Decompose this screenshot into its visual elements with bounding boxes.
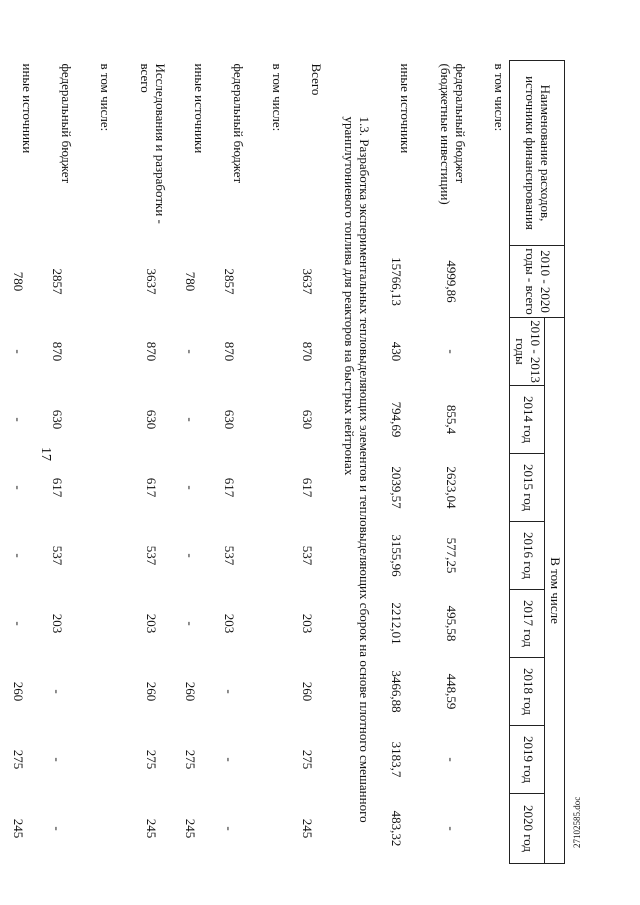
row-value (76, 590, 115, 658)
row-value: - (11, 417, 27, 422)
row-value: 617 (50, 477, 66, 498)
row-value: 2857 (222, 268, 238, 295)
table-header (510, 61, 565, 864)
row-label: в том числе: (98, 63, 114, 132)
table-row (209, 61, 248, 864)
row-value: 537 (300, 545, 316, 566)
row-value: 2212,01 (389, 602, 405, 645)
header-year: 2015 год (510, 454, 545, 522)
row-value (248, 386, 287, 454)
section-title: 1.3. Разработка экспериментальных тепловыделяющих элементов и тепловыделяющих сборок на основе плотного смешанного уранплутониевого топлива для реакторов на быстрых нейтронах (341, 116, 373, 823)
row-value: 577,25 (444, 537, 460, 574)
row-value (470, 794, 510, 864)
row-value: - (222, 689, 238, 694)
row-value (76, 318, 115, 386)
row-value: - (11, 553, 27, 558)
row-value (248, 726, 287, 794)
row-value (470, 246, 510, 318)
row-value: 203 (144, 613, 160, 634)
table-row (287, 61, 326, 864)
row-value (470, 522, 510, 590)
row-value (248, 658, 287, 726)
row-value: 203 (222, 613, 238, 634)
row-value: 870 (222, 341, 238, 362)
row-value: 630 (300, 409, 316, 430)
row-label: федеральный бюджет (59, 63, 75, 184)
page-number: 17 (38, 447, 53, 461)
row-value: - (50, 689, 66, 694)
row-value: 870 (50, 341, 66, 362)
row-value: 3466,88 (389, 670, 405, 713)
row-value: 245 (183, 818, 199, 839)
row-label: Исследования и разработки - всего (137, 63, 169, 224)
row-value: 275 (183, 749, 199, 770)
row-value: - (183, 553, 199, 558)
row-value: - (183, 485, 199, 490)
row-value: 855,4 (444, 404, 460, 435)
row-value: - (222, 757, 238, 762)
row-value: - (183, 417, 199, 422)
row-value: 15766,13 (389, 257, 405, 306)
table-body-top (376, 61, 510, 864)
row-value: - (11, 621, 27, 626)
row-value: 2039,57 (389, 466, 405, 509)
row-value: 495,58 (444, 605, 460, 642)
section-row-group (326, 61, 376, 864)
table-row (248, 61, 287, 864)
row-value: - (183, 621, 199, 626)
row-value: 617 (300, 477, 316, 498)
row-value: - (222, 826, 238, 831)
row-value: 3183,7 (389, 741, 405, 778)
row-value: 275 (11, 749, 27, 770)
row-value: 3155,96 (389, 534, 405, 577)
row-value (248, 794, 287, 864)
row-value: 260 (183, 681, 199, 702)
row-value: 245 (144, 818, 160, 839)
row-value (470, 590, 510, 658)
table-row (115, 61, 170, 864)
row-label: иные источники (192, 63, 208, 154)
row-value (470, 386, 510, 454)
header-year: 2017 год (510, 590, 545, 658)
row-label: Всего (309, 63, 325, 96)
row-value (470, 454, 510, 522)
table-body-bottom (0, 61, 326, 864)
table-row (37, 61, 76, 864)
row-value: 245 (11, 818, 27, 839)
row-value: - (444, 826, 460, 831)
row-value: 3637 (300, 268, 316, 295)
row-value (248, 454, 287, 522)
row-value: - (11, 349, 27, 354)
row-value: - (11, 485, 27, 490)
row-value: 2623,04 (444, 466, 460, 509)
row-value: 2857 (50, 268, 66, 295)
row-value (76, 454, 115, 522)
row-value: 448,59 (444, 673, 460, 710)
row-label: в том числе: (492, 63, 508, 132)
row-label: иные источники (398, 63, 414, 154)
table-row (170, 61, 209, 864)
row-value: 260 (144, 681, 160, 702)
header-year: 2019 год (510, 726, 545, 794)
budget-table (0, 60, 565, 864)
file-footer: 27102585.doc (572, 796, 582, 848)
row-value: 794,69 (389, 401, 405, 438)
row-value: 483,32 (389, 810, 405, 847)
header-group: В том числе (545, 318, 565, 864)
row-value: 630 (222, 409, 238, 430)
table-row (0, 61, 37, 864)
header-total-col: 2010 - 2020 годы - всего (510, 246, 565, 318)
row-value: 537 (144, 545, 160, 566)
row-value (76, 386, 115, 454)
row-value (248, 246, 287, 318)
row-value (248, 318, 287, 386)
header-year: 2016 год (510, 522, 545, 590)
row-value: 630 (50, 409, 66, 430)
row-value (470, 318, 510, 386)
row-value: 617 (222, 477, 238, 498)
row-value (76, 522, 115, 590)
row-value (76, 794, 115, 864)
table-row (376, 61, 415, 864)
header-year: 2014 год (510, 386, 545, 454)
row-value (248, 590, 287, 658)
row-value (76, 246, 115, 318)
row-value: 537 (222, 545, 238, 566)
row-value: 870 (300, 341, 316, 362)
row-value: 203 (300, 613, 316, 634)
row-value: 3637 (144, 268, 160, 295)
row-label: федеральный бюджет (231, 63, 247, 184)
header-year: 2018 год (510, 658, 545, 726)
row-value: 870 (144, 341, 160, 362)
row-value: 430 (389, 341, 405, 362)
row-value (470, 658, 510, 726)
row-value (470, 726, 510, 794)
row-label: в том числе: (270, 63, 286, 132)
row-value (76, 726, 115, 794)
row-value (248, 522, 287, 590)
row-label: иные источники (20, 63, 36, 154)
table-row (76, 61, 115, 864)
row-value: 630 (144, 409, 160, 430)
row-label: федеральный бюджет (бюджетные инвестиции) (437, 63, 469, 205)
row-value: - (50, 826, 66, 831)
row-value: 275 (144, 749, 160, 770)
row-value: 275 (300, 749, 316, 770)
row-value: 617 (144, 477, 160, 498)
row-value: 203 (50, 613, 66, 634)
table-row (415, 61, 470, 864)
row-value (76, 658, 115, 726)
row-value: 4999,86 (444, 260, 460, 303)
row-value: - (183, 349, 199, 354)
row-value: 260 (11, 681, 27, 702)
header-year: 2020 год (510, 794, 545, 864)
row-value: - (444, 349, 460, 354)
row-value: 260 (300, 681, 316, 702)
table-row (470, 61, 510, 864)
header-name-col: Наименование расходов, источники финансирования (510, 61, 565, 246)
row-value: 537 (50, 545, 66, 566)
header-year: 2010 - 2013 годы (510, 318, 545, 386)
row-value: 780 (11, 271, 27, 292)
row-value: - (50, 757, 66, 762)
row-value: - (444, 757, 460, 762)
rotated-page-content (11, 0, 600, 905)
row-value: 780 (183, 271, 199, 292)
row-value: 245 (300, 818, 316, 839)
